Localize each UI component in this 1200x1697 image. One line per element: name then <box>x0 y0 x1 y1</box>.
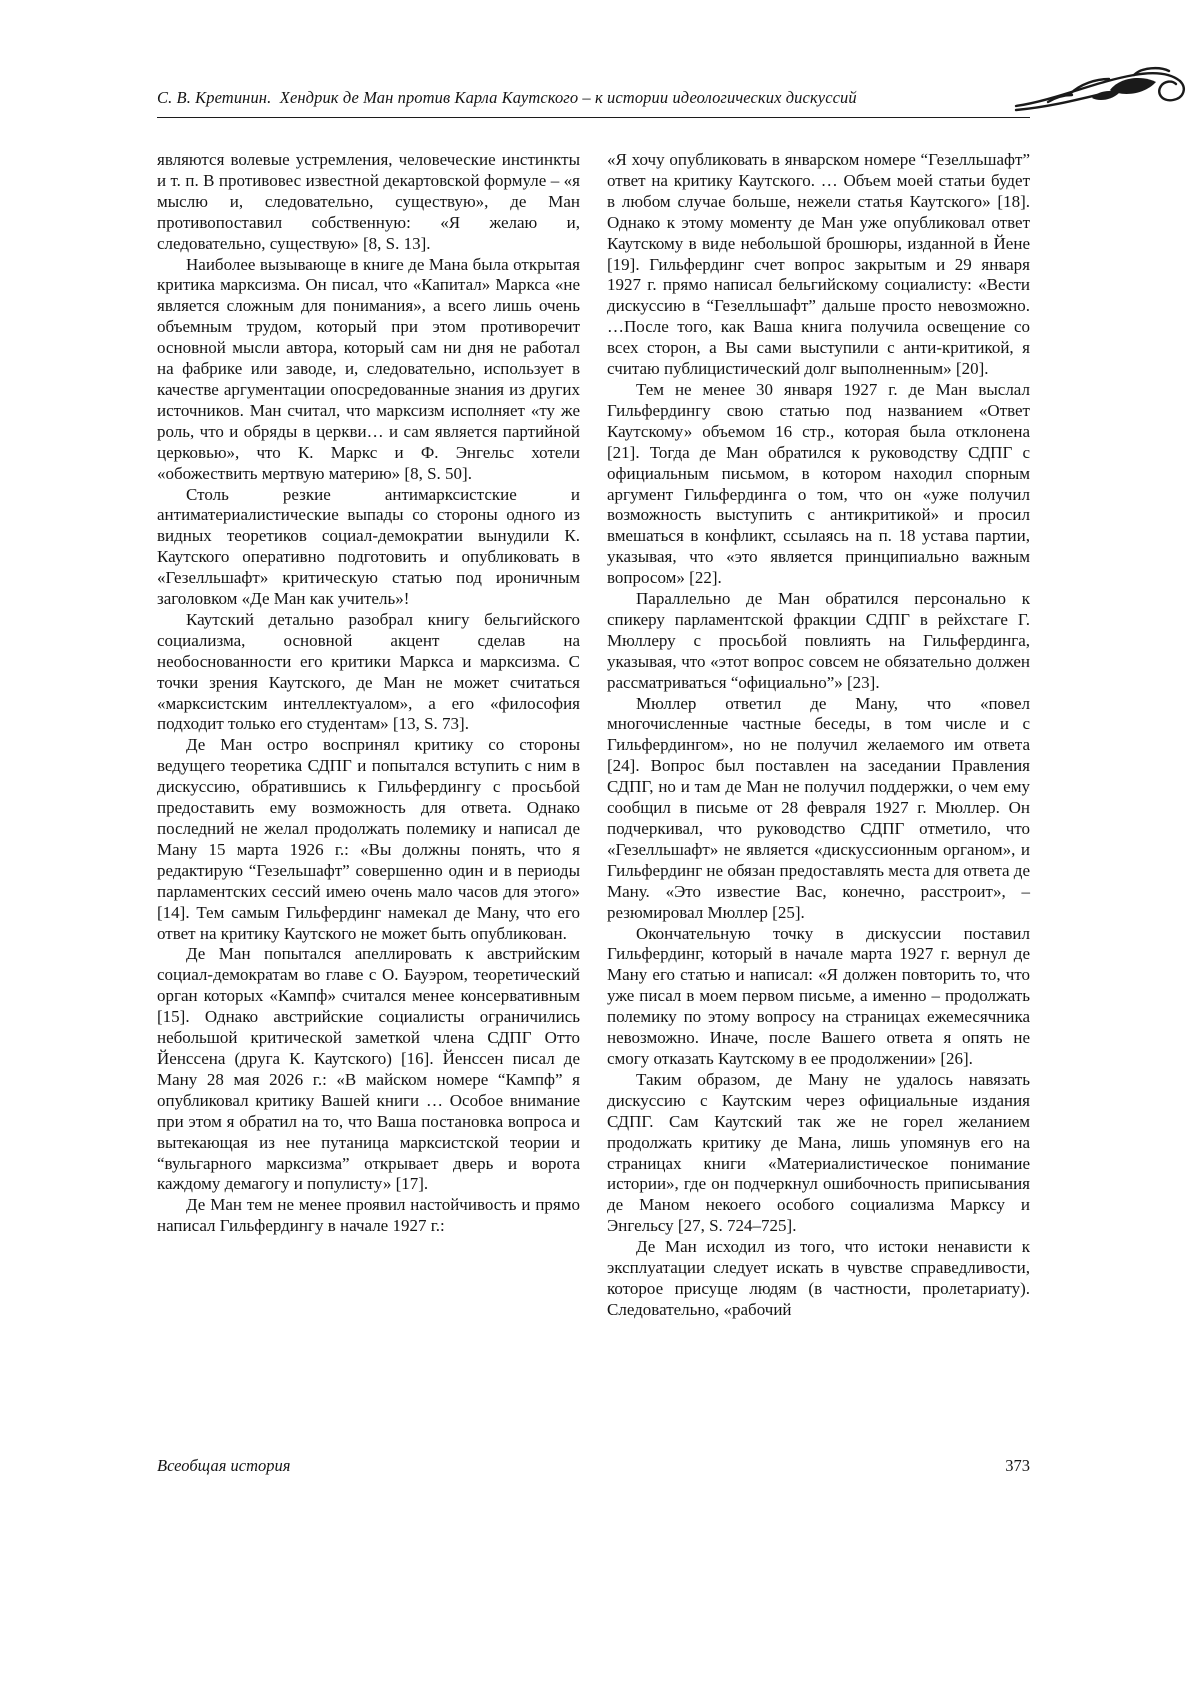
paragraph: Таким образом, де Ману не удалось навязать дискуссию с Каутским через официальные издания СДПГ. Сам Каутский так же не горел желанием продолжать критику де Мана, лишь упомянув его на страницах книги «Материалистическое понимание истории», где он подчеркнул ошибочность приписывания де Маном некоего особого социализма Марксу и Энгельсу [27, S. 724–725]. <box>607 1069 1030 1236</box>
paragraph: Окончательную точку в дискуссии поставил Гильфердинг, который в начале марта 1927 г. вернул де Ману его статью и написал: «Я должен повторить то, что уже писал в моем первом письме, а именно – продолжать полемику по этому вопросу на страницах ежемесячника невозможно. Иначе, после Вашего ответа я опять не смогу отказать Каутскому в ее продолжении» [26]. <box>607 923 1030 1068</box>
flourish-ornament-icon <box>1012 64 1194 118</box>
footer-section-title: Всеобщая история <box>157 1456 291 1475</box>
footer-page-number: 373 <box>1005 1456 1030 1475</box>
paragraph: «Я хочу опубликовать в январском номере “Гезелльшафт” ответ на критику Каутского. … Объем моей статьи будет в любом случае больше, нежели статья Каутского» [18]. Однако к этому моменту де Ман уже опубликовал ответ Каутскому в виде небольшой брошюры, изданной в Йене [19]. Гильфердинг счет вопрос закрытым и 29 января 1927 г. прямо написал бельгийскому социалисту: «Вести дискуссию в “Гезелльшафт” дальше просто невозможно. …После того, как Ваша книга получила освещение со всех сторон, а Вы сами выступили с анти-критикой, я считаю публицистический долг выполненным» [20]. <box>607 150 1030 379</box>
paragraph: Наиболее вызывающе в книге де Мана была открытая критика марксизма. Он писал, что «Капитал» Маркса «не является сложным для понимания», а всего лишь очень объемным трудом, который при этом противоречит основной мысли автора, который сам ни дня не работал на фабрике или заводе, и, следовательно, использует в качестве аргументации опосредованные знания из других источников. Ман считал, что марксизм исполняет «ту же роль, что и обряды в церкви… и сам является партийной церковью», что К. Маркс и Ф. Энгельс хотели «обожествить мертвую материю» [8, S. 50]. <box>157 254 580 483</box>
paragraph: Де Ман остро воспринял критику со стороны ведущего теоретика СДПГ и попытался вступить с ним в дискуссию, обратившись к Гильфердингу с просьбой предоставить ему возможность для ответа. Однако последний не желал продолжать полемику и написал де Ману 15 марта 1926 г.: «Вы должны понять, что я редактирую “Гезельшафт” совершенно один и в периоды парламентских сессий имею очень мало часов для этого» [14]. Тем самым Гильфердинг намекал де Ману, что его ответ на критику Каутского не может быть опубликован. <box>157 735 580 943</box>
article-body <box>157 150 1030 1321</box>
paragraph: Тем не менее 30 января 1927 г. де Ман выслал Гильфердингу свою статью под названием «Ответ Каутскому» объемом 16 стр., которая была отклонена [21]. Тогда де Ман обратился к руководству СДПГ с официальным письмом, в котором находил спорным аргумент Гильфердинга о том, что он «уже получил возможность выступить с антикритикой» и просил вмешаться в конфликт, ссылаясь на п. 18 устава партии, указывая, что «это является принципиально важным вопросом» [22]. <box>607 379 1030 588</box>
paragraph: Де Ман тем не менее проявил настойчивость и прямо написал Гильфердингу в начале 1927 г.: <box>157 1195 580 1236</box>
paragraph: Столь резкие антимарксистские и антиматериалистические выпады со стороны одного из видных теоретиков социал-демократии вынудили К. Каутского оперативно подготовить и опубликовать в «Гезелльшафт» критическую статью под ироничным заголовком «Де Ман как учитель»! <box>157 484 580 609</box>
page-footer <box>157 1456 1030 1476</box>
paragraph: Мюллер ответил де Ману, что «повел многочисленные частные беседы, в том числе и с Гильфердингом», но не получил желаемого им ответа [24]. Вопрос был поставлен на заседании Правления СДПГ, но и там де Ман не получил поддержки, о чем ему сообщил в письме от 28 февраля 1927 г. Мюллер. Он подчеркивал, что руководство СДПГ отметило, что «Гезелльшафт» не является «дискуссионным органом», и Гильфердинг не обязан предоставлять места для ответа де Ману. «Это известие Вас, конечно, расстроит», – резюмировал Мюллер [25]. <box>607 693 1030 922</box>
paragraph: Каутский детально разобрал книгу бельгийского социализма, основной акцент сделав на необоснованности его критики Маркса и марксизма. С точки зрения Каутского, де Ман не может считаться «марксистским интеллектуалом», а его «философия подходит только его студентам» [13, S. 73]. <box>157 609 580 734</box>
paragraph: Де Ман попытался апеллировать к австрийским социал-демократам во главе с О. Бауэром, теоретический орган которых «Кампф» считался менее консервативным [15]. Однако австрийские социалисты ограничились небольшой критической заметкой члена СДПГ Отто Йенссена (друга К. Каутского) [16]. Йенссен писал де Ману 28 мая 2026 г.: «В майском номере “Кампф” я опубликовал критику Вашей книги … Особое внимание при этом я обратил на то, что Ваша постановка вопроса и вытекающая из нее путаница марксистской теории и “вульгарного марксизма” открывает дверь и ворота каждому демагогу и популисту» [17]. <box>157 944 580 1194</box>
paragraph: являются волевые устремления, человеческие инстинкты и т. п. В противовес известной декартовской формуле – «я мыслю и, следовательно, существую», де Ман противопоставил собственную: «Я желаю и, следовательно, существую» [8, S. 13]. <box>157 150 580 253</box>
page-header <box>157 88 1030 118</box>
paragraph: Параллельно де Ман обратился персонально к спикеру парламентской фракции СДПГ в рейхстаге Г. Мюллеру с просьбой повлиять на Гильфердинга, указывая, что «этот вопрос совсем не обязательно должен рассматриваться “официально”» [23]. <box>607 589 1030 692</box>
left-column <box>157 150 580 1321</box>
paragraph: Де Ман исходил из того, что истоки ненависти к эксплуатации следует искать в чувстве справедливости, которое присуще людям (в частности, пролетариату). Следовательно, «рабочий <box>607 1237 1030 1319</box>
running-head: С. В. Кретинин. Хендрик де Ман против Карла Каутского – к истории идеологических дискуссий <box>157 88 857 107</box>
right-column <box>607 150 1030 1321</box>
